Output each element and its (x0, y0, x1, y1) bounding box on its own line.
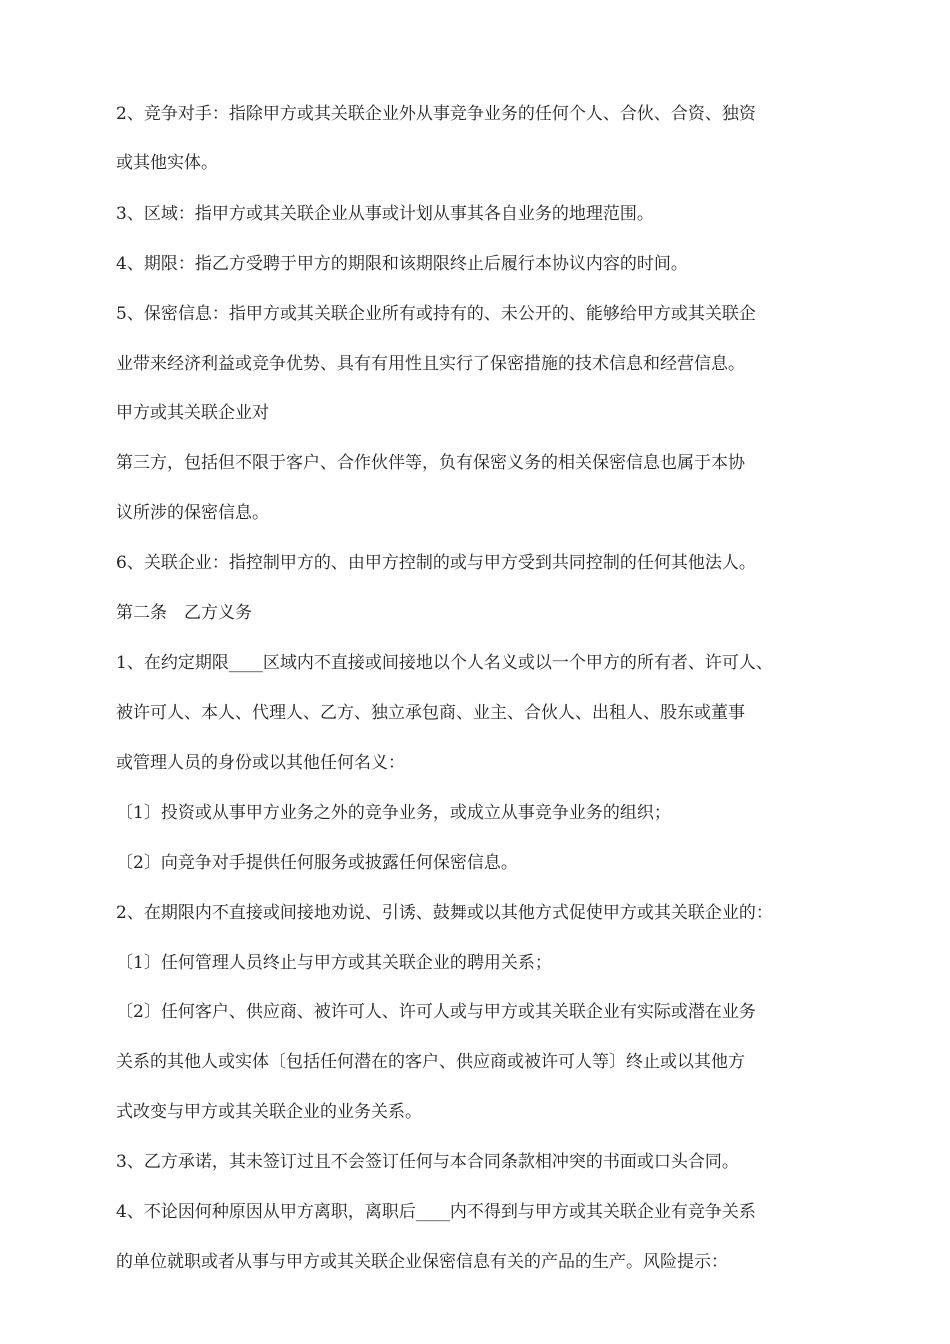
text-line: 1、在约定期限____区域内不直接或间接地以个人名义或以一个甲方的所有者、许可人、 (116, 653, 773, 673)
text-line: 4、不论因何种原因从甲方离职，离职后____内不得到与甲方或其关联企业有竞争关系 (116, 1202, 756, 1222)
text-line: 第三方，包括但不限于客户、合作伙伴等，负有保密义务的相关保密信息也属于本协 (116, 453, 745, 473)
text-line: 关系的其他人或实体〔包括任何潜在的客户、供应商或被许可人等〕终止或以其他方 (116, 1052, 745, 1072)
text-line: 6、关联企业：指控制甲方的、由甲方控制的或与甲方受到共同控制的任何其他法人。 (116, 553, 756, 573)
text-line: 的单位就职或者从事与甲方或其关联企业保密信息有关的产品的生产。风险提示： (116, 1252, 728, 1272)
text-line: 〔1〕投资或从事甲方业务之外的竞争业务，或成立从事竞争业务的组织； (116, 803, 671, 823)
text-line: 或管理人员的身份或以其他任何名义： (116, 753, 405, 773)
text-line: 2、在期限内不直接或间接地劝说、引诱、鼓舞或以其他方式促使甲方或其关联企业的： (116, 903, 773, 923)
text-line: 〔2〕任何客户、供应商、被许可人、许可人或与甲方或其关联企业有实际或潜在业务 (116, 1002, 756, 1022)
text-line: 4、期限：指乙方受聘于甲方的期限和该期限终止后履行本协议内容的时间。 (116, 254, 688, 274)
text-line: 5、保密信息：指甲方或其关联企业所有或持有的、未公开的、能够给甲方或其关联企 (116, 304, 756, 324)
text-line: 或其他实体。 (116, 153, 218, 173)
text-line: 甲方或其关联企业对 (116, 403, 269, 423)
text-line: 业带来经济利益或竞争优势、具有有用性且实行了保密措施的技术信息和经营信息。 (116, 354, 745, 374)
text-line: 2、竞争对手：指除甲方或其关联企业外从事竞争业务的任何个人、合伙、合资、独资 (116, 104, 756, 124)
section-heading: 第二条 乙方义务 (116, 603, 252, 623)
text-line: 〔2〕向竞争对手提供任何服务或披露任何保密信息。 (116, 853, 518, 873)
text-line: 被许可人、本人、代理人、乙方、独立承包商、业主、合伙人、出租人、股东或董事 (116, 703, 745, 723)
text-line: 3、区域：指甲方或其关联企业从事或计划从事其各自业务的地理范围。 (116, 204, 654, 224)
text-line: 式改变与甲方或其关联企业的业务关系。 (116, 1102, 422, 1122)
text-line: 议所涉的保密信息。 (116, 503, 269, 523)
text-line: 3、乙方承诺，其未签订过且不会签订任何与本合同条款相冲突的书面或口头合同。 (116, 1152, 739, 1172)
text-line: 〔1〕任何管理人员终止与甲方或其关联企业的聘用关系； (116, 953, 552, 973)
